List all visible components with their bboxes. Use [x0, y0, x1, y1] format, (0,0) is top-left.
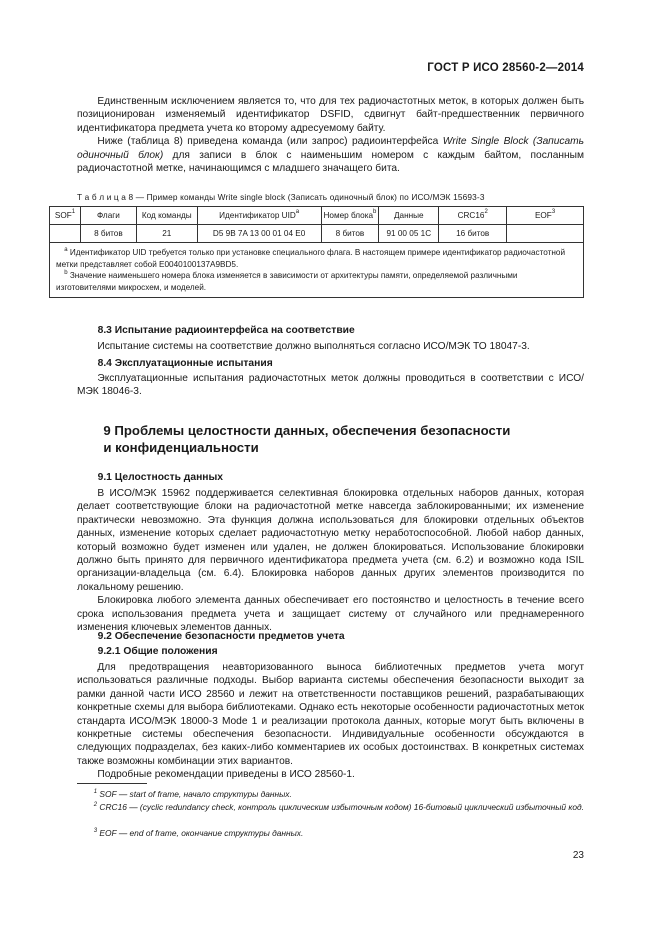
- standard-header: ГОСТ Р ИСО 28560-2—2014: [427, 62, 584, 74]
- header-cell-sof: SOF$^1$: [50, 207, 81, 225]
- intro-text: [77, 95, 584, 175]
- table-cell: 8 битов: [321, 225, 379, 243]
- section-8-4-text: Эксплуатационные испытания радиочастотных меток должны проводиться в соответствии с ИСО/МЭК 18046-3.: [77, 373, 584, 398]
- header-cell-command-code: Код команды: [136, 207, 197, 225]
- table-cell: [507, 225, 584, 243]
- header-cell-flags: Флаги: [80, 207, 136, 225]
- section-9-2-1-paragraph-2: Подробные рекомендации приведены в ИСО 28560-1.: [97, 769, 355, 781]
- table-header-row: [50, 207, 584, 225]
- page-number: 23: [572, 850, 584, 861]
- header-cell-crc16: $CRC16^2$: [439, 207, 507, 225]
- table-cell: 16 битов: [439, 225, 507, 243]
- header-cell-uid: Идентификатор UID$^a$: [197, 207, 321, 225]
- section-9-1-text: [77, 487, 584, 634]
- section-9-2-1-title: 9.2.1 Общие положения: [97, 646, 218, 657]
- section-8-4-title: 8.4 Эксплуатационные испытания: [97, 358, 273, 369]
- section-8-3-text: Испытание системы на соответствие должно выполняться согласно ИСО/МЭК ТО 18047-3.: [97, 341, 530, 352]
- section-9-1-paragraph-2: Блокировка любого элемента данных обеспечивает его постоянство и целостность в течение всего срока использования предмета учета и защищает систему от случайного или преднамеренного изменения ключевых элементов данных.: [77, 595, 584, 634]
- table-notes: [50, 243, 584, 298]
- table-notes-row: [50, 243, 584, 298]
- intro-paragraph-1: Единственным исключением является то, что для тех радиочастотных меток, в которых должен быть позиционирован изменяемый идентификатор DSFID, сдвигнут байт-предшественник первичного идентификатора предмета учета ко второму адресуемому байту.: [77, 96, 584, 134]
- section-9-2-title: 9.2 Обеспечение безопасности предметов учета: [97, 631, 345, 642]
- header-cell-eof: EOF$^3$: [507, 207, 584, 225]
- table-note-b: $^b$ Значение наименьшего номера блока изменяется в зависимости от архитектуры памяти, определяемой различными изготовителями микросхем, и моделей.: [56, 270, 518, 292]
- section-9-1-paragraph-1: В ИСО/МЭК 15962 поддерживается селективная блокировка отдельных наборов данных, которая делает соответствующие блоки на радиочастотной метке навсегда заблокированными; их изменение практически невозможно. Эта функция должна использоваться для блокировки отдельных объектов данных, изменение которых сделает радиочастотную метку неработоспособной. Любой набор данных, который возможно будет изменен или удален, не должен блокироваться. Использование блокировки должно быть принято для первичного идентификатора предмета учета (см. 6.2) и возможно кода ISIL организации-владельца (см. 6.4). Блокировка наборов данных других элементов производится по локальному решению.: [77, 488, 584, 593]
- section-9-2-1-paragraph-1: Для предотвращения неавторизованного выноса библиотечных предметов учета могут использоваться различные подходы. Выбор варианта системы обеспечения безопасности выходит за рамки данной части ИСО 28560 и лежит на ответственности поставщиков решений, разрабатывающих конкретные схемы для выбора библиотеками. Однако есть некоторые особенности радиочастотных меток стандарта ИСО/МЭК 18000-3 Mode 1 и реализации протокола данных, которые могут быть включены в конкретные системы обеспечения безопасности. Индивидуальные особенности обсуждаются в следующих подразделах, без каких-либо комментариев их особых достоинствах. В конкретных системах также возможны комбинации этих вариантов.: [77, 662, 584, 767]
- table-note-a: $^a$ Идентификатор UID требуется только при установке специального флага. В настоящем примере идентификатор радиочастотной метки представляет собой E0040100137A9BD5.: [56, 247, 566, 269]
- command-table: [49, 206, 584, 298]
- footnote-1: $^1$ SOF — start of frame, начало структуры данных.: [93, 789, 292, 799]
- footnote-2: $^2$ CRC16 — (cyclic redundancy check, контроль циклическим избыточным кодом) 16-битовый циклический избыточный код.: [93, 802, 584, 812]
- table-row: [50, 225, 584, 243]
- section-9-2-1-text: [77, 661, 584, 782]
- table-cell: D5 9B 7A 13 00 01 04 E0: [197, 225, 321, 243]
- footnote-separator: [77, 783, 147, 784]
- table-cell: [50, 225, 81, 243]
- write-single-block-term: Write Single Block (Записать одиночный блок): [77, 136, 585, 161]
- intro-paragraph-2: Ниже (таблица 8) приведена команда (или запрос) радиоинтерфейса Write Single Block (Записать одиночный блок) для записи в блок с наименьшим номером с каждым байтом, посланным радиочастотной метке, начинающимся с младшего значащего бита.: [77, 136, 585, 175]
- table-caption: Т а б л и ц а 8 — Пример команды Write single block (Записать одиночный блок) по ИСО/МЭК 15693-3: [77, 192, 485, 202]
- section-8-3-title: 8.3 Испытание радиоинтерфейса на соответствие: [97, 325, 355, 336]
- table-cell: 91 00 05 1C: [379, 225, 439, 243]
- table-cell: 21: [136, 225, 197, 243]
- table-cell: 8 битов: [80, 225, 136, 243]
- header-cell-block-number: Номер блока$^b$: [321, 207, 379, 225]
- footnote-3: $^3$ EOF — end of frame, окончание структуры данных.: [93, 828, 304, 838]
- header-cell-data: Данные: [379, 207, 439, 225]
- section-9-1-title: 9.1 Целостность данных: [97, 472, 224, 483]
- section-9-title: 9 Проблемы целостности данных, обеспечения безопасности и конфиденциальности: [103, 423, 511, 455]
